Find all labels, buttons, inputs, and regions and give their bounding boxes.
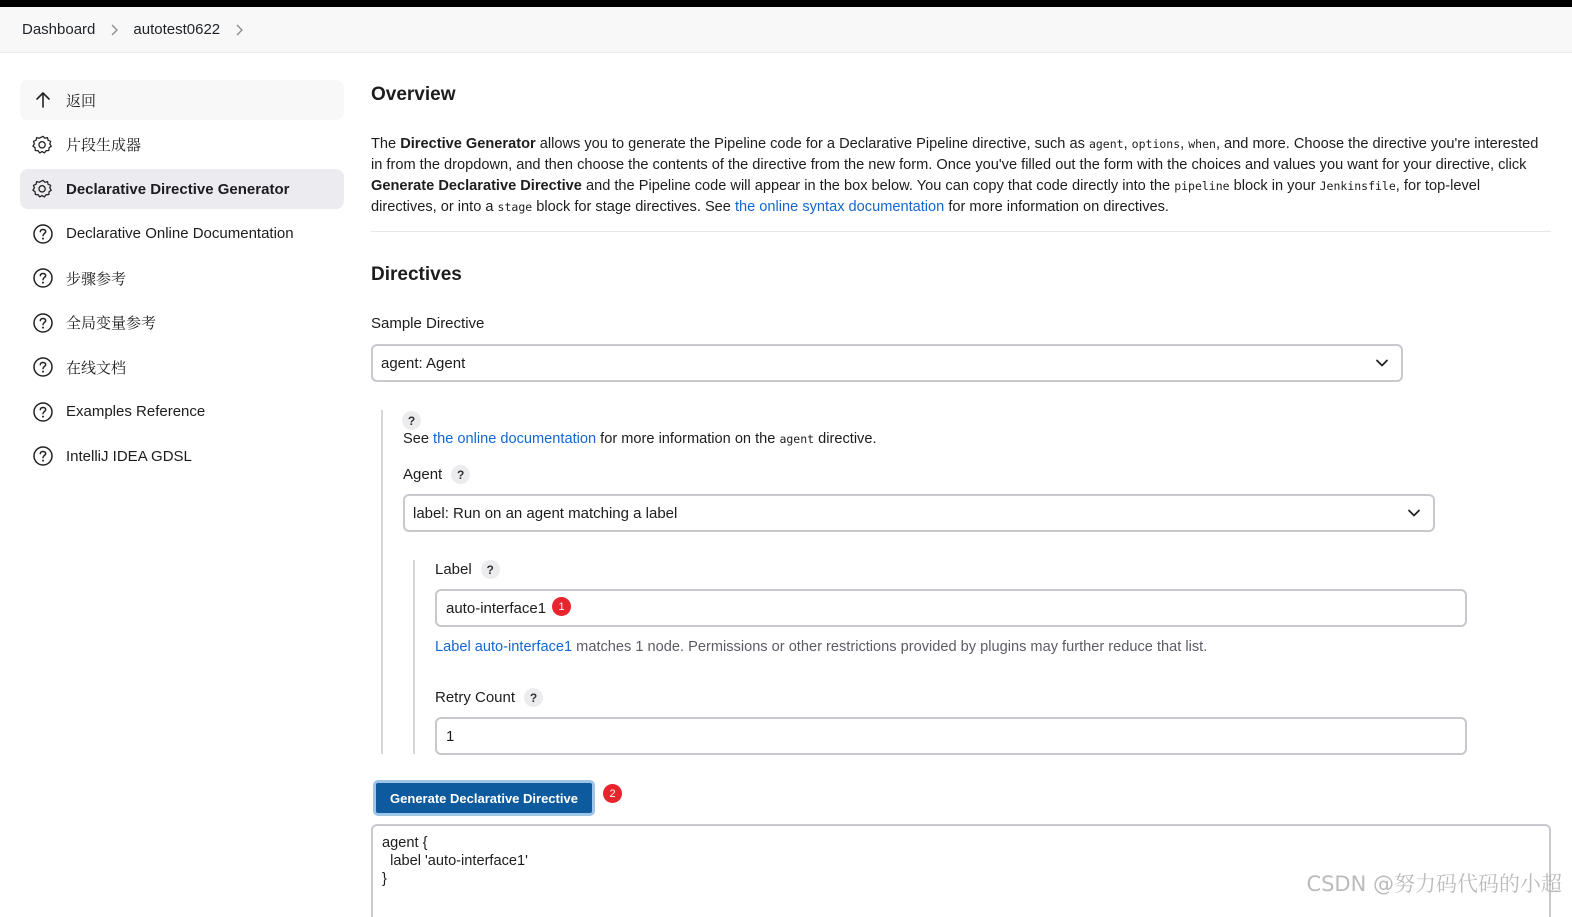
help-icon[interactable]: ?: [451, 465, 470, 484]
sidebar-item-global-variables[interactable]: [20, 303, 344, 343]
help-circle-icon: [32, 356, 54, 378]
help-circle-icon: [32, 223, 54, 245]
sidebar-item-label: Examples Reference: [66, 403, 206, 420]
breadcrumb: [0, 7, 1572, 53]
help-circle-icon: [32, 267, 54, 289]
chevron-right-icon: [109, 24, 119, 36]
annotation-badge-2: 2: [603, 784, 622, 803]
label-input[interactable]: [435, 589, 1467, 627]
sidebar-item-step-reference[interactable]: [20, 258, 344, 298]
sidebar: [20, 80, 344, 481]
sample-directive-select[interactable]: [371, 344, 1403, 382]
agent-doc-note: See the online documentation for more information on the agent directive.: [403, 431, 877, 447]
sidebar-item-label: Declarative Directive Generator: [66, 180, 290, 198]
sidebar-item-label: 全局变量参考: [66, 315, 157, 332]
label-match-info: Label auto-interface1 matches 1 node. Permissions or other restrictions provided by plugins may further reduce that list.: [435, 639, 1208, 655]
generated-code-output[interactable]: agent { label 'auto-interface1' }: [371, 824, 1551, 917]
sidebar-item-declarative-online-documentation[interactable]: [20, 214, 344, 254]
top-black-bar: [0, 0, 1572, 7]
sidebar-item-examples-reference[interactable]: [20, 392, 344, 432]
gear-icon: [32, 178, 54, 200]
overview-title: Overview: [371, 84, 456, 105]
help-icon[interactable]: ?: [402, 411, 421, 430]
sidebar-item-declarative-directive-generator[interactable]: [20, 169, 344, 209]
online-documentation-link[interactable]: the online documentation: [433, 431, 597, 447]
label-match-link[interactable]: Label auto-interface1: [435, 639, 573, 655]
agent-label: Agent ?: [403, 465, 470, 484]
divider: [371, 231, 1551, 232]
sample-directive-label: Sample Directive: [371, 315, 485, 332]
breadcrumb-dashboard[interactable]: Dashboard: [22, 21, 96, 38]
label-field-label: Label ?: [435, 560, 500, 579]
help-circle-icon: [32, 445, 54, 467]
agent-select-value: label: Run on an agent matching a label: [413, 504, 678, 522]
sample-directive-value: agent: Agent: [381, 354, 466, 372]
gear-icon: [32, 134, 54, 156]
help-circle-icon: [32, 401, 54, 423]
agent-indent-line: [413, 560, 415, 754]
breadcrumb-job[interactable]: autotest0622: [133, 21, 221, 38]
chevron-right-icon[interactable]: [234, 24, 244, 36]
help-icon[interactable]: ?: [481, 560, 500, 579]
sidebar-item-label: 返回: [66, 92, 97, 110]
sidebar-item-online-docs[interactable]: [20, 347, 344, 387]
sidebar-item-label: 在线文档: [66, 359, 127, 377]
help-icon[interactable]: ?: [524, 688, 543, 707]
retry-count-input[interactable]: [435, 717, 1467, 755]
sidebar-item-label: Declarative Online Documentation: [66, 225, 294, 242]
generate-declarative-directive-button[interactable]: Generate Declarative Directive: [373, 780, 595, 816]
sidebar-item-snippet-generator[interactable]: [20, 125, 344, 165]
sidebar-item-back[interactable]: [20, 80, 344, 120]
agent-select[interactable]: [403, 494, 1435, 532]
label-input-value: auto-interface1: [446, 599, 547, 617]
sidebar-item-intellij-gdsl[interactable]: [20, 436, 344, 476]
sidebar-item-label: 步骤参考: [66, 270, 127, 288]
annotation-badge-1: 1: [552, 597, 571, 616]
arrow-up-icon: [32, 89, 54, 111]
help-circle-icon: [32, 312, 54, 334]
retry-count-label: Retry Count ?: [435, 688, 543, 707]
retry-count-value: 1: [446, 727, 455, 745]
sidebar-item-label: 片段生成器: [66, 137, 142, 154]
watermark: CSDN @努力码代码的小超: [1306, 872, 1562, 896]
directives-title: Directives: [371, 264, 462, 285]
section-indent-line: [381, 410, 383, 754]
overview-description: The Directive Generator allows you to generate the Pipeline code for a Declarative Pipeline directive, such as agent, options, when, and more. Choose the directive you're interested in from the dropdown, and then choose the contents of the directive from the new form. Once you've filled out the form with the choices and values you want for your directive, click Generate Declarative Directive and the Pipeline code will appear in the box below. You can copy that code directly into the pipeline block in your Jenkinsfile, for top-level directives, or into a stage block for stage directives. See the online syntax documentation for more information on directives.: [371, 136, 1539, 215]
chevron-down-icon: [1375, 356, 1389, 370]
sidebar-item-label: IntelliJ IDEA GDSL: [66, 447, 192, 465]
chevron-down-icon: [1407, 506, 1421, 520]
online-syntax-documentation-link[interactable]: the online syntax documentation: [734, 199, 945, 215]
